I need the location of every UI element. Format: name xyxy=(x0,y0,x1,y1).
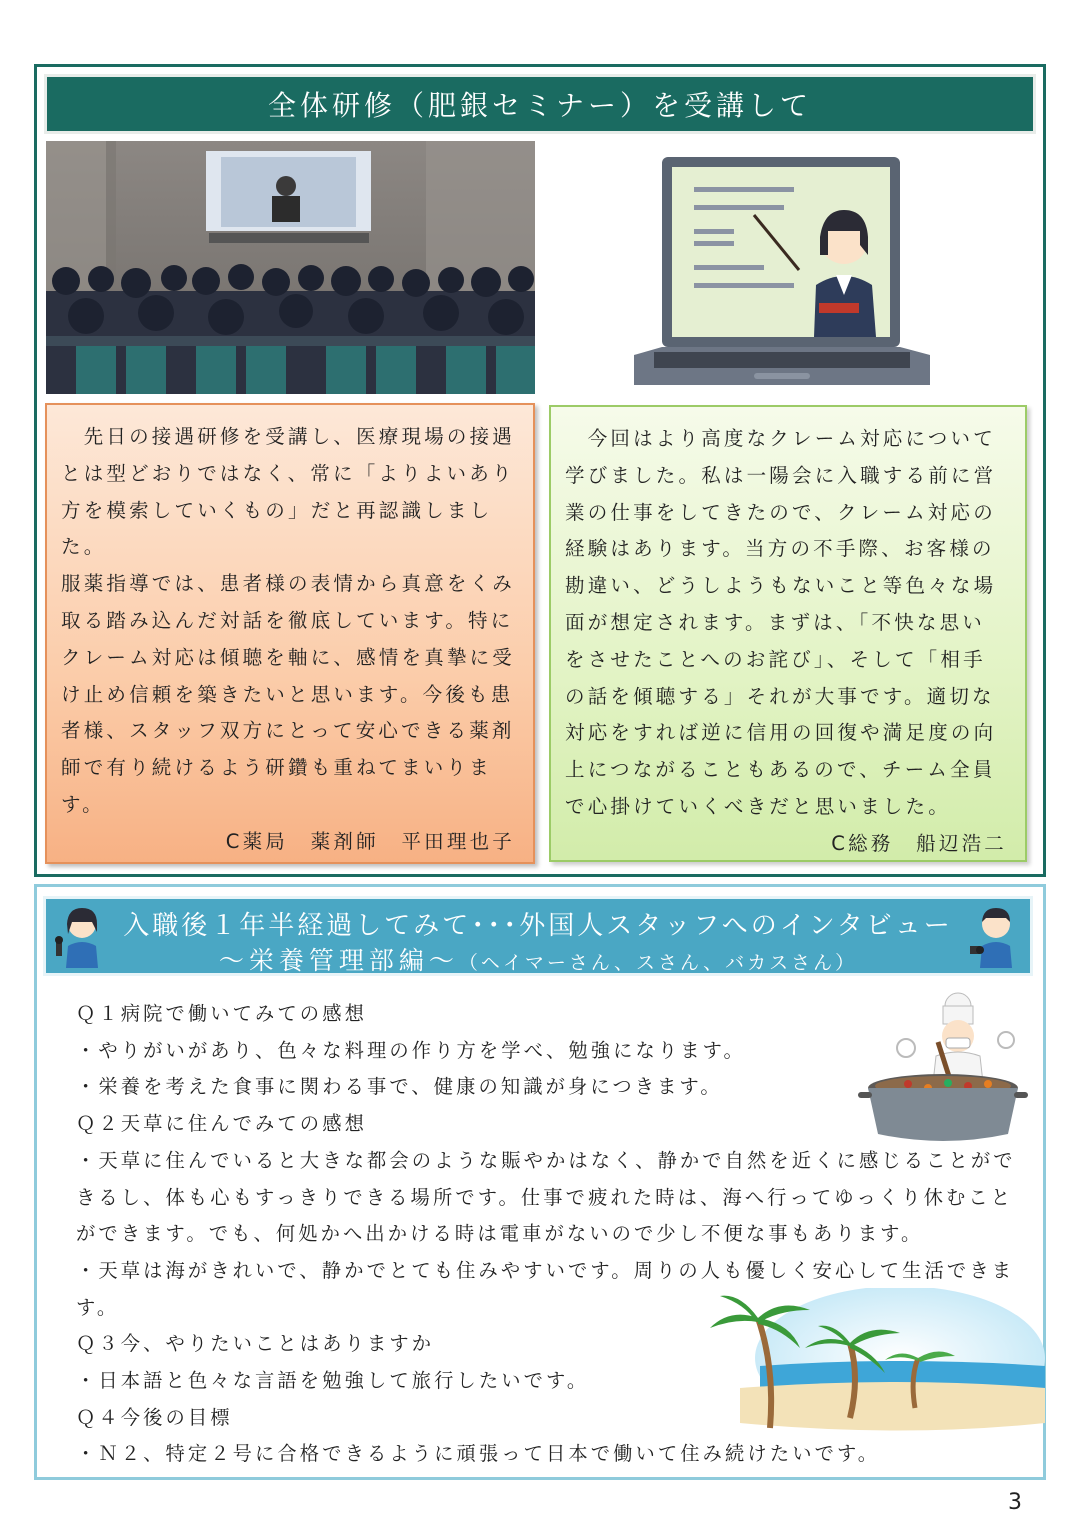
interview-answer: ・栄養を考えた食事に関わる事で、健康の知識が身につきます。 xyxy=(76,1075,723,1099)
general-affairs-comment-box xyxy=(549,405,1053,862)
interview-question: Ｑ４今後の目標 xyxy=(76,1405,233,1429)
interview-answer: ・天草に住んでいると大きな都会のような賑やかはなく、静かで自然を近くに感じることができるし、体も心もすっきりできる場所です。仕事で疲れた時は、海へ行ってゆっくり休むことができます。でも、何処かへ出かける時は電車がないので少し不便な事もあります。 xyxy=(76,1148,1016,1246)
laptop-icon xyxy=(634,155,930,391)
interview-question: Ｑ３今、やりたいことはありますか xyxy=(76,1332,435,1356)
laptop-lecturer-illustration xyxy=(634,155,930,391)
interview-question: Ｑ１病院で働いてみての感想 xyxy=(76,1002,367,1025)
comment-paragraph: 服薬指導では、患者様の表情から真意をくみ取る踏み込んだ対話を徹底しています。特にクレーム対応は傾聴を軸に、感情を真摯に受け止め信頼を築きたいと思います。今後も患者様、スタッフ双方にとって安心できる薬剤師で有り続けるよう研鑽も重ねてまいります。 xyxy=(61,572,516,816)
comment-signature: C薬局 薬剤師 平田理也子 xyxy=(225,829,538,853)
interviewer-woman-icon xyxy=(52,902,108,968)
pharmacist-comment-box xyxy=(45,403,538,864)
interview-answer: ・日本語と色々な言語を勉強して旅行したいです。 xyxy=(76,1369,590,1393)
comment-signature: C総務 船辺浩二 xyxy=(831,831,1053,855)
page-number: 3 xyxy=(1008,1490,1022,1515)
chef-icon xyxy=(858,992,1028,1147)
beach-icon xyxy=(700,1288,1045,1433)
comment-paragraph: 先日の接遇研修を受講し、医療現場の接遇とは型どおりではなく、常に「よりよいあり方を模索していくもの」だと再認識しました。 xyxy=(61,425,516,559)
beach-palm-trees-illustration xyxy=(700,1288,1045,1433)
interview-subtitle-main: ～栄養管理部編～ xyxy=(218,946,459,975)
interview-answer: ・天草は海がきれいで、静かでとても住みやすいです。周りの人も優しく安心して生活できます。 xyxy=(76,1258,1015,1319)
interviewer-man-icon xyxy=(968,902,1024,968)
seminar-hall-image xyxy=(46,141,535,394)
interview-question: Ｑ２天草に住んでみての感想 xyxy=(76,1112,367,1136)
interview-answer: ・やりがいがあり、色々な料理の作り方を学べ、勉強になります。 xyxy=(76,1038,746,1062)
seminar-section-title: 全体研修（肥銀セミナー）を受講して xyxy=(44,74,1036,134)
interview-title: 入職後１年半経過してみて･･･外国人スタッフへのインタビュー xyxy=(123,911,953,941)
interview-subtitle xyxy=(46,941,1030,977)
interview-section-header xyxy=(43,896,1033,976)
comment-paragraph: 今回はより高度なクレーム対応について学びました。私は一陽会に入職する前に営業の仕事をしてきたので、クレーム対応の経験はあります。当方の不手際、お客様の勘違い、どうしようもないこと等色々な場面が想定されます。まずは、「不快な思いをさせたことへのお詫び」、そして「相手の話を傾聴する」それが大事です。適切な対応をすれば逆に信用の回復や満足度の向上につながることもあるので、チーム全員で心掛けていくべきだと思いました。 xyxy=(565,427,997,818)
interview-answer: ・Ｎ２、特定２号に合格できるように頑張って日本で働いて住み続けたいです。 xyxy=(76,1442,881,1466)
chef-cooking-pot-illustration xyxy=(858,992,1028,1147)
interview-subtitle-names: （ヘイマーさん、スさん、バカスさん） xyxy=(458,952,858,974)
seminar-photo xyxy=(46,141,535,394)
